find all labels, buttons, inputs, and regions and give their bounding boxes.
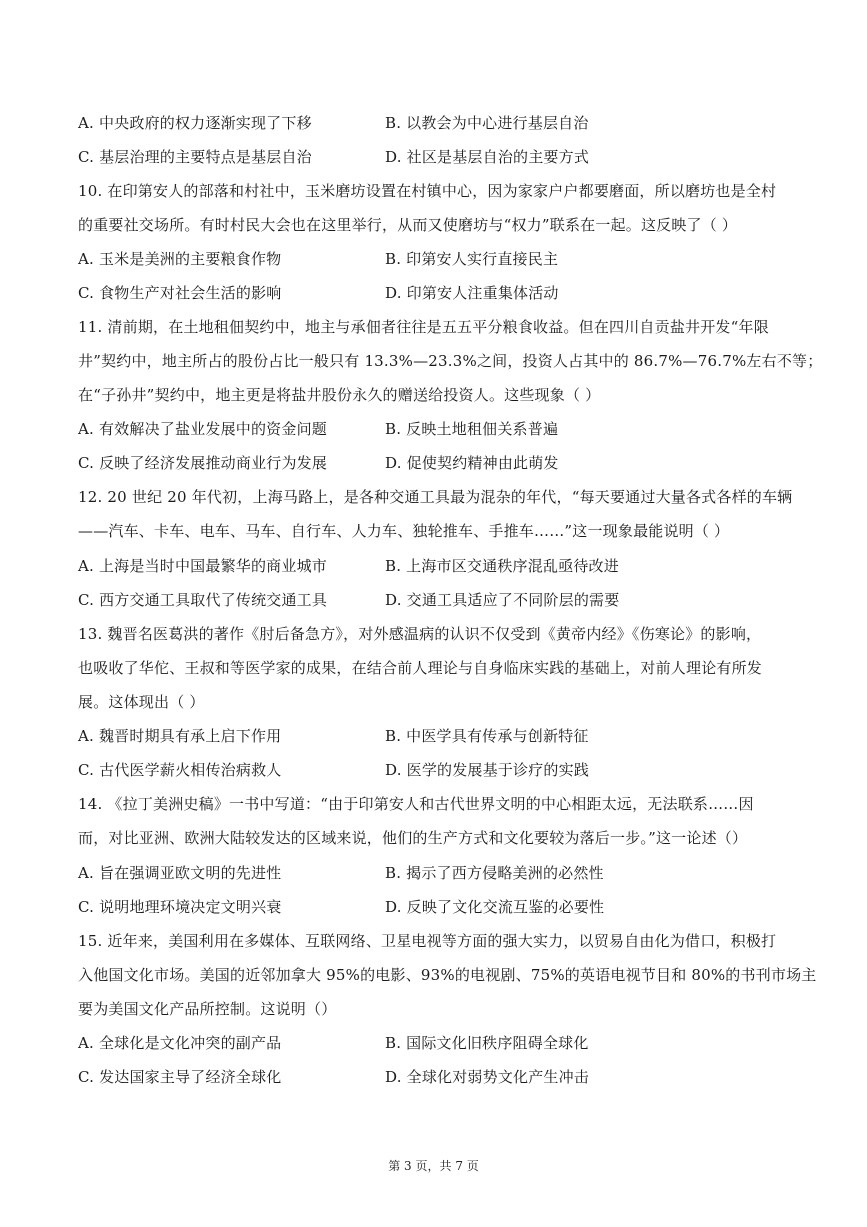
q12-option-d: D. 交通工具适应了不同阶层的需要 — [385, 591, 620, 609]
q13-option-b: B. 中医学具有传承与创新特征 — [385, 727, 589, 745]
q9-option-a: A. 中央政府的权力逐渐实现了下移 — [78, 114, 312, 132]
q10-option-b: B. 印第安人实行直接民主 — [385, 250, 559, 268]
q10-option-c: C. 食物生产对社会生活的影响 — [78, 284, 282, 302]
q14-option-a: A. 旨在强调亚欧文明的先进性 — [78, 864, 282, 882]
q10-stem-line-2: 的重要社交场所。有时村民大会也在这里举行，从而又使磨坊与“权力”联系在一起。这反映了（ ） — [78, 216, 738, 234]
q14-stem-line-2: 而，对比亚洲、欧洲大陆较发达的区域来说，他们的生产方式和文化要较为落后一步。”这一论述（） — [78, 829, 748, 847]
q11-option-b: B. 反映土地租佃关系普遍 — [385, 420, 559, 438]
q13-stem-line-2: 也吸收了华佗、王叔和等医学家的成果，在结合前人理论与自身临床实践的基础上，对前人理论有所发 — [78, 659, 763, 677]
q9-option-c: C. 基层治理的主要特点是基层自治 — [78, 148, 312, 166]
q11-option-a: A. 有效解决了盐业发展中的资金问题 — [78, 420, 327, 438]
q13-option-d: D. 医学的发展基于诊疗的实践 — [385, 761, 590, 779]
q14-option-c: C. 说明地理环境决定文明兴衰 — [78, 898, 282, 916]
q13-option-c: C. 古代医学薪火相传治病救人 — [78, 761, 282, 779]
q15-option-c: C. 发达国家主导了经济全球化 — [78, 1068, 282, 1086]
q12-option-c: C. 西方交通工具取代了传统交通工具 — [78, 591, 328, 609]
q14-option-d: D. 反映了文化交流互鉴的必要性 — [385, 898, 605, 916]
q10-stem-line-1: 10. 在印第安人的部落和村社中，玉米磨坊设置在村镇中心，因为家家户户都要磨面，所以磨坊也是全村 — [78, 182, 777, 200]
q10-option-a: A. 玉米是美洲的主要粮食作物 — [78, 250, 282, 268]
q11-stem-line-3: 在“子孙井”契约中，地主更是将盐井股份永久的赠送给投资人。这些现象（ ） — [78, 386, 601, 404]
q12-option-a: A. 上海是当时中国最繁华的商业城市 — [78, 557, 327, 575]
q15-stem-line-1: 15. 近年来，美国利用在多媒体、互联网络、卫星电视等方面的强大实力，以贸易自由化为借口，积极打 — [78, 932, 777, 950]
q11-stem-line-1: 11. 清前期，在土地租佃契约中，地主与承佃者往往是五五平分粮食收益。但在四川自贡盐井开发“年限 — [78, 318, 769, 336]
q15-option-a: A. 全球化是文化冲突的副产品 — [78, 1034, 282, 1052]
q9-option-d: D. 社区是基层自治的主要方式 — [385, 148, 590, 166]
q12-stem-line-1: 12. 20 世纪 20 年代初，上海马路上，是各种交通工具最为混杂的年代，“每天要通过大量各式各样的车辆 — [78, 488, 793, 506]
q13-stem-line-1: 13. 魏晋名医葛洪的著作《肘后备急方》，对外感温病的认识不仅受到《黄帝内经》《伤寒论》的影响， — [78, 625, 762, 643]
q9-option-b: B. 以教会为中心进行基层自治 — [385, 114, 589, 132]
q13-option-a: A. 魏晋时期具有承上启下作用 — [78, 727, 282, 745]
q15-option-d: D. 全球化对弱势文化产生冲击 — [385, 1068, 590, 1086]
q11-option-c: C. 反映了经济发展推动商业行为发展 — [78, 454, 328, 472]
q11-option-d: D. 促使契约精神由此萌发 — [385, 454, 559, 472]
q12-option-b: B. 上海市区交通秩序混乱亟待改进 — [385, 557, 619, 575]
q10-option-d: D. 印第安人注重集体活动 — [385, 284, 559, 302]
q11-stem-line-2: 井”契约中，地主所占的股份占比一般只有 13.3%—23.3%之间，投资人占其中的 86.7%—76.7%左右不等； — [78, 352, 823, 370]
q14-option-b: B. 揭示了西方侵略美洲的必然性 — [385, 864, 604, 882]
q15-stem-line-3: 要为美国文化产品所控制。这说明（） — [78, 1000, 337, 1018]
q14-stem-line-1: 14. 《拉丁美洲史稿》一书中写道：“由于印第安人和古代世界文明的中心相距太远，无法联系……因 — [78, 795, 754, 813]
q15-stem-line-2: 入他国文化市场。美国的近邻加拿大 95%的电影、93%的电视剧、75%的英语电视节目和 80%的书刊市场主 — [78, 966, 817, 984]
q15-option-b: B. 国际文化旧秩序阻碍全球化 — [385, 1034, 589, 1052]
q13-stem-line-3: 展。这体现出（ ） — [78, 693, 205, 711]
page-number-footer: 第 3 页，共 7 页 — [388, 1159, 479, 1173]
q12-stem-line-2: ——汽车、卡车、电车、马车、自行车、人力车、独轮推车、手推车……”这一现象最能说明（ ） — [78, 522, 730, 540]
